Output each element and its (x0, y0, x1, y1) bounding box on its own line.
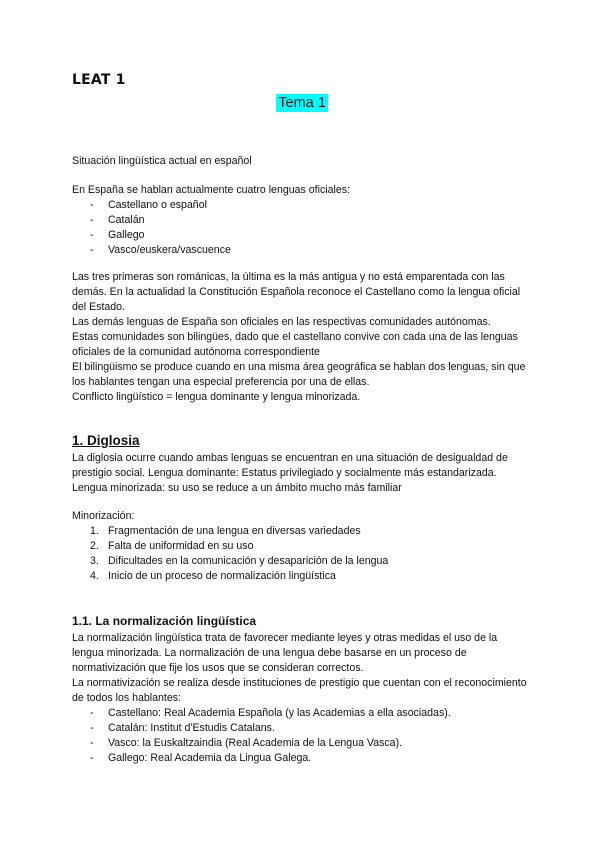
paragraph: La normativización se realiza desde instituciones de prestigio que cuentan con el reconocimiento de todos los hablantes: (72, 677, 527, 704)
list-item: - Castellano: Real Academia Española (y las Academias a ella asociadas). (72, 706, 530, 721)
paragraph: El bilingüismo se produce cuando en una misma área geográfica se hablan dos lenguas, sin que los hablantes tengan una especial preferencia por una de ellas. (72, 361, 526, 388)
intro-text: En España se hablan actualmente cuatro lenguas oficiales: (72, 184, 350, 196)
diglosia-text: La diglosia ocurre cuando ambas lenguas se encuentran en una situación de desigualdad de prestigio social. Lengua dominante: Estatus privilegiado y socialmente más estandarizada. Lengua minorizada: su uso se reduce a un ámbito mucho más familiar (72, 452, 508, 494)
list-item: 4. Inicio de un proceso de normalización lingüística (90, 570, 336, 582)
section-subtitle: Situación lingüística actual en español (72, 155, 252, 167)
academies-list (72, 706, 530, 766)
list-item: - Vasco/euskera/vascuence (72, 243, 530, 258)
paragraph: Conflicto lingüístico = lengua dominante y lengua minorizada. (72, 391, 361, 403)
list-item: - Catalán: Institut d'Estudis Catalans. (72, 721, 530, 736)
tema-highlighted-title: Tema 1 (278, 95, 326, 111)
list-item: - Catalán (72, 213, 530, 228)
paragraph: La normalización lingüística trata de favorecer mediante leyes y otras medidas el uso de la lengua minorizada. La normalización de una lengua debe basarse en un proceso de normativización que fije los usos que se consideran correctos. (72, 632, 498, 674)
list-item: - Castellano o español (72, 198, 530, 213)
list-item: - Vasco: la Euskaltzaindia (Real Academia de la Lengua Vasca). (72, 736, 530, 751)
minorization-block (72, 509, 530, 584)
list-item: 1. Fragmentación de una lengua en diversas variedades (90, 525, 361, 537)
languages-list (72, 198, 530, 258)
minorization-label: Minorización: (72, 510, 135, 522)
list-item: 2. Falta de uniformidad en su uso (90, 540, 254, 552)
normalizacion-block (72, 631, 530, 766)
section-heading-normalizacion: 1.1. La normalización lingüística (72, 614, 257, 628)
paragraph: Estas comunidades son bilingües, dado que el castellano convive con cada una de las lenguas oficiales de la comunidad autónoma correspondiente (72, 331, 518, 358)
list-item: - Gallego (72, 228, 530, 243)
paragraph: Las demás lenguas de España son oficiales en las respectivas comunidades autónomas. (72, 316, 491, 328)
tema-heading-row (0, 94, 600, 112)
paragraph: Las tres primeras son románicas, la última es la más antigua y no está emparentada con las demás. En la actualidad la Constitución Española reconoce el Castellano como la lengua oficial del Estado. (72, 271, 521, 313)
section-heading-diglosia: 1. Diglosia (72, 433, 140, 448)
list-item: - Gallego: Real Academia da Lingua Galega. (72, 751, 530, 766)
intro-block (72, 183, 530, 258)
body-paragraphs (72, 270, 530, 405)
document-title: LEAT 1 (72, 72, 126, 88)
minorization-list (72, 524, 530, 584)
list-item: 3. Dificultades en la comunicación y desaparición de la lengua (90, 555, 389, 567)
